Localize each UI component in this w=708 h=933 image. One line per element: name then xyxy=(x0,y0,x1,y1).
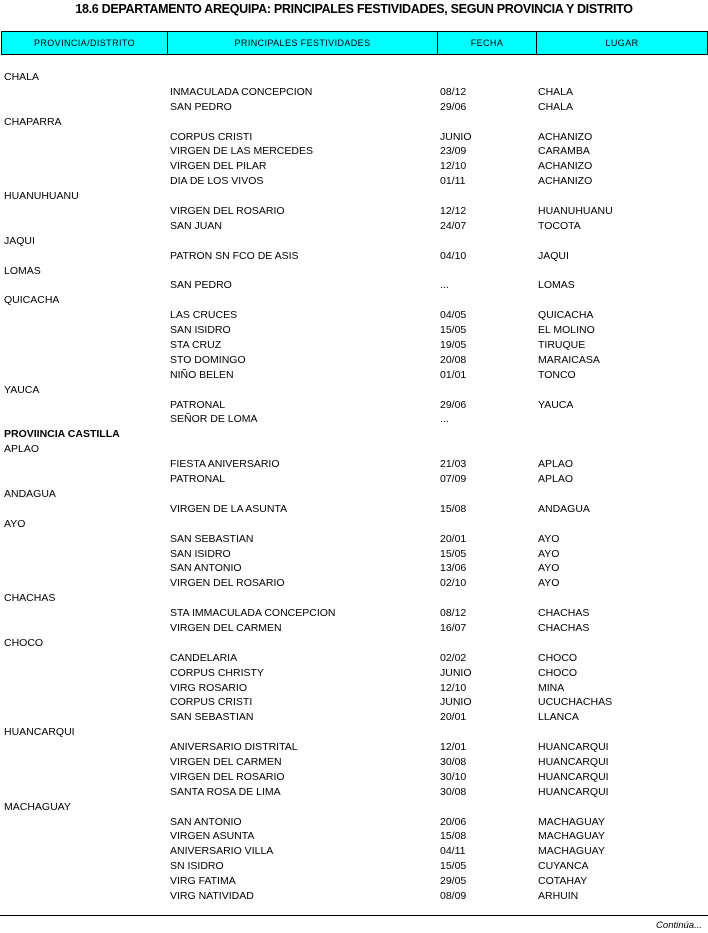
fecha-cell: JUNIO xyxy=(440,666,472,679)
festividad-cell: SAN PEDRO xyxy=(170,100,232,113)
fecha-cell: 08/09 xyxy=(440,889,467,902)
festividad-cell: CORPUS CRISTI xyxy=(170,696,253,709)
distrito-label: MACHAGUAY xyxy=(4,800,71,813)
festividad-cell: CORPUS CHRISTY xyxy=(170,666,264,679)
lugar-cell: EL MOLINO xyxy=(538,324,595,337)
festividad-cell: STA IMMACULADA CONCEPCION xyxy=(170,607,336,620)
lugar-cell: AYO xyxy=(538,532,560,545)
lugar-cell: CHOCO xyxy=(538,666,578,679)
festividad-cell: STO DOMINGO xyxy=(170,353,246,366)
table-row xyxy=(0,874,708,889)
fecha-cell: 15/05 xyxy=(440,547,467,560)
table-row xyxy=(0,859,708,874)
distrito-label: CHOCO xyxy=(4,636,44,649)
distrito-label: AYO xyxy=(4,517,26,530)
distrito-row xyxy=(0,636,708,651)
lugar-cell: MACHAGUAY xyxy=(538,830,605,843)
distrito-row xyxy=(0,115,708,130)
table-row xyxy=(0,204,708,219)
table-row xyxy=(0,338,708,353)
festividad-cell: PATRON SN FCO DE ASIS xyxy=(170,249,299,262)
lugar-cell: LOMAS xyxy=(538,279,575,292)
table-row xyxy=(0,606,708,621)
fecha-cell: 02/10 xyxy=(440,577,467,590)
festividad-cell: INMACULADA CONCEPCION xyxy=(170,85,313,98)
festividad-cell: ANIVERSARIO DISTRITAL xyxy=(170,741,298,754)
table-row xyxy=(0,174,708,189)
festividad-cell: SAN ANTONIO xyxy=(170,815,242,828)
fecha-cell: ... xyxy=(440,279,449,292)
festividad-cell: PATRONAL xyxy=(170,473,226,486)
fecha-cell: 01/11 xyxy=(440,175,466,188)
table-row xyxy=(0,785,708,800)
table-row xyxy=(0,278,708,293)
lugar-cell: MACHAGUAY xyxy=(538,815,605,828)
table-row xyxy=(0,576,708,591)
lugar-cell: MINA xyxy=(538,681,565,694)
table-row xyxy=(0,159,708,174)
lugar-cell: AYO xyxy=(538,562,560,575)
distrito-row xyxy=(0,383,708,398)
lugar-cell: ARHUIN xyxy=(538,889,579,902)
fecha-cell: 20/08 xyxy=(440,353,467,366)
lugar-cell: HUANCARQUI xyxy=(538,785,609,798)
fecha-cell: 12/10 xyxy=(440,681,467,694)
lugar-cell: TONCO xyxy=(538,368,576,381)
table-row xyxy=(0,412,708,427)
table-row xyxy=(0,815,708,830)
distrito-row xyxy=(0,517,708,532)
table-row xyxy=(0,219,708,234)
lugar-cell: HUANCARQUI xyxy=(538,770,609,783)
fecha-cell: 30/08 xyxy=(440,785,467,798)
festividad-cell: FIESTA ANIVERSARIO xyxy=(170,458,280,471)
fecha-cell: 15/08 xyxy=(440,502,467,515)
lugar-cell: TIRUQUE xyxy=(538,339,586,352)
fecha-cell: 12/12 xyxy=(440,205,467,218)
distrito-row xyxy=(0,234,708,249)
table-row xyxy=(0,100,708,115)
festividad-cell: VIRG NATIVIDAD xyxy=(170,889,254,902)
distrito-row xyxy=(0,293,708,308)
festividad-cell: SAN ISIDRO xyxy=(170,547,231,560)
distrito-row xyxy=(0,189,708,204)
lugar-cell: ACHANIZO xyxy=(538,160,593,173)
festividad-cell: VIRGEN DEL ROSARIO xyxy=(170,770,285,783)
fecha-cell: 04/05 xyxy=(440,309,467,322)
fecha-cell: 12/01 xyxy=(440,741,467,754)
fecha-cell: 13/06 xyxy=(440,562,467,575)
header-fecha: FECHA xyxy=(438,32,537,54)
fecha-cell: 16/07 xyxy=(440,621,467,634)
distrito-label: CHALA xyxy=(4,71,40,83)
fecha-cell: 23/09 xyxy=(440,145,467,158)
distrito-label: HUANCARQUI xyxy=(4,726,75,739)
table-row xyxy=(0,144,708,159)
festividad-cell: STA CRUZ xyxy=(170,339,222,352)
festividad-cell: VIRGEN DE LAS MERCEDES xyxy=(170,145,313,158)
festividad-cell: SN ISIDRO xyxy=(170,860,224,873)
table-row xyxy=(0,710,708,725)
table-row xyxy=(0,547,708,562)
fecha-cell: JUNIO xyxy=(440,696,472,709)
distrito-row xyxy=(0,591,708,606)
festividad-cell: VIRG ROSARIO xyxy=(170,681,248,694)
festividad-cell: VIRGEN ASUNTA xyxy=(170,830,255,843)
festividad-cell: VIRGEN DEL ROSARIO xyxy=(170,577,285,590)
festividad-cell: VIRGEN DE LA ASUNTA xyxy=(170,502,288,515)
lugar-cell: CHOCO xyxy=(538,651,578,664)
table-row xyxy=(0,502,708,517)
distrito-label: YAUCA xyxy=(4,383,40,396)
table-row xyxy=(0,621,708,636)
fecha-cell: 04/10 xyxy=(440,249,467,262)
lugar-cell: CHALA xyxy=(538,100,574,113)
lugar-cell: JAQUI xyxy=(538,249,569,262)
fecha-cell: JUNIO xyxy=(440,130,472,143)
fecha-cell: 29/05 xyxy=(440,875,467,888)
festividad-cell: PATRONAL xyxy=(170,398,226,411)
fecha-cell: 29/06 xyxy=(440,100,467,113)
festividad-cell: LAS CRUCES xyxy=(170,309,238,322)
festividad-cell: CANDELARIA xyxy=(170,651,238,664)
festividad-cell: SANTA ROSA DE LIMA xyxy=(170,785,281,798)
fecha-cell: 15/05 xyxy=(440,324,467,337)
table-row xyxy=(0,561,708,576)
header-lugar: LUGAR xyxy=(605,38,639,48)
festividad-cell: VIRGEN DEL PILAR xyxy=(170,160,267,173)
fecha-cell: 19/05 xyxy=(440,339,467,352)
festividad-cell: SAN SEBASTIAN xyxy=(170,532,254,545)
distrito-label: QUICACHA xyxy=(4,294,60,307)
fecha-cell: 24/07 xyxy=(440,219,467,232)
table-row xyxy=(0,85,708,100)
provincia-row xyxy=(0,427,708,442)
provincia-label: PROVIINCIA CASTILLA xyxy=(4,428,120,441)
lugar-cell: CHACHAS xyxy=(538,621,590,634)
lugar-cell: CHACHAS xyxy=(538,607,590,620)
fecha-cell: 30/08 xyxy=(440,755,467,768)
festividad-cell: VIRGEN DEL CARMEN xyxy=(170,621,282,634)
table-row xyxy=(0,457,708,472)
fecha-cell: 01/01 xyxy=(440,368,467,381)
lugar-cell: LLANCA xyxy=(538,711,579,724)
lugar-cell: AYO xyxy=(538,547,560,560)
table-row xyxy=(0,532,708,547)
distrito-row xyxy=(0,487,708,502)
table-row xyxy=(0,755,708,770)
festividad-cell: VIRGEN DEL CARMEN xyxy=(170,755,282,768)
table-row xyxy=(0,770,708,785)
fecha-cell: 20/01 xyxy=(440,532,467,545)
lugar-cell: HUANCARQUI xyxy=(538,755,609,768)
table-row xyxy=(0,740,708,755)
distrito-row xyxy=(0,800,708,815)
distrito-row xyxy=(0,264,708,279)
table-row xyxy=(0,695,708,710)
distrito-label: JAQUI xyxy=(4,234,35,247)
fecha-cell: 15/05 xyxy=(440,860,467,873)
fecha-cell: 08/12 xyxy=(440,85,467,98)
festividad-cell: SAN ISIDRO xyxy=(170,324,231,337)
table-row xyxy=(0,308,708,323)
table-row xyxy=(0,323,708,338)
festividad-cell: NIÑO BELEN xyxy=(170,368,234,381)
festividad-cell: SAN PEDRO xyxy=(170,279,232,292)
lugar-cell: TOCOTA xyxy=(538,219,581,232)
table-body xyxy=(0,70,708,904)
lugar-cell: QUICACHA xyxy=(538,309,594,322)
festividad-cell: SAN ANTONIO xyxy=(170,562,242,575)
table-row xyxy=(0,368,708,383)
table-row xyxy=(0,249,708,264)
fecha-cell: 07/09 xyxy=(440,473,467,486)
continua-note: Continúa... xyxy=(656,920,702,931)
distrito-label: APLAO xyxy=(4,443,40,456)
fecha-cell: 20/01 xyxy=(440,711,467,724)
distrito-label: HUANUHUANU xyxy=(4,190,79,203)
festividad-cell: DIA DE LOS VIVOS xyxy=(170,175,264,188)
festividad-cell: VIRG FATIMA xyxy=(170,875,236,888)
lugar-cell: ACHANIZO xyxy=(538,130,593,143)
lugar-cell: ANDAGUA xyxy=(538,502,590,515)
lugar-cell: HUANUHUANU xyxy=(538,205,613,218)
table-row xyxy=(0,353,708,368)
lugar-cell: ACHANIZO xyxy=(538,175,593,188)
table-row xyxy=(0,829,708,844)
fecha-cell: ... xyxy=(440,413,449,426)
lugar-cell: COTAHAY xyxy=(538,875,588,888)
fecha-cell: 20/06 xyxy=(440,815,467,828)
table-row xyxy=(0,130,708,145)
bottom-divider xyxy=(0,915,708,916)
lugar-cell: CARAMBA xyxy=(538,145,590,158)
festividad-cell: CORPUS CRISTI xyxy=(170,130,253,143)
lugar-cell: UCUCHACHAS xyxy=(538,696,613,709)
fecha-cell: 02/02 xyxy=(440,651,467,664)
lugar-cell: MARAICASA xyxy=(538,353,600,366)
fecha-cell: 12/10 xyxy=(440,160,467,173)
lugar-cell: AYO xyxy=(538,577,560,590)
fecha-cell: 08/12 xyxy=(440,607,467,620)
fecha-cell: 30/10 xyxy=(440,770,467,783)
fecha-cell: 15/08 xyxy=(440,830,467,843)
festividad-cell: SAN SEBASTIAN xyxy=(170,711,254,724)
page-title: 18.6 DEPARTAMENTO AREQUIPA: PRINCIPALES FESTIVIDADES, SEGUN PROVINCIA Y DISTRITO xyxy=(75,2,633,16)
lugar-cell: CUYANCA xyxy=(538,860,589,873)
table-row xyxy=(0,666,708,681)
lugar-cell: HUANCARQUI xyxy=(538,741,609,754)
lugar-cell: YAUCA xyxy=(538,398,574,411)
fecha-cell: 04/11 xyxy=(440,845,466,858)
table-row xyxy=(0,844,708,859)
table-row xyxy=(0,681,708,696)
lugar-cell: APLAO xyxy=(538,458,574,471)
table-row xyxy=(0,651,708,666)
distrito-row xyxy=(0,725,708,740)
fecha-cell: 21/03 xyxy=(440,458,467,471)
distrito-label: ANDAGUA xyxy=(4,487,56,500)
lugar-cell: MACHAGUAY xyxy=(538,845,605,858)
festividad-cell: SAN JUAN xyxy=(170,219,222,232)
header-principales-festividades: PRINCIPALES FESTIVIDADES xyxy=(168,32,438,54)
fecha-cell: 29/06 xyxy=(440,398,467,411)
table-header xyxy=(1,31,708,55)
distrito-row xyxy=(0,442,708,457)
festividad-cell: VIRGEN DEL ROSARIO xyxy=(170,205,285,218)
table-row xyxy=(0,398,708,413)
festividad-cell: SEÑOR DE LOMA xyxy=(170,413,258,426)
distrito-label: CHAPARRA xyxy=(4,115,62,128)
distrito-label: CHACHAS xyxy=(4,592,56,605)
table-row xyxy=(0,472,708,487)
distrito-label: LOMAS xyxy=(4,264,41,277)
lugar-cell: APLAO xyxy=(538,473,574,486)
header-provincia-distrito: PROVINCIA/DISTRITO xyxy=(2,32,168,54)
festividad-cell: ANIVERSARIO VILLA xyxy=(170,845,274,858)
lugar-cell: CHALA xyxy=(538,85,574,98)
distrito-row xyxy=(0,70,708,85)
table-row xyxy=(0,889,708,904)
